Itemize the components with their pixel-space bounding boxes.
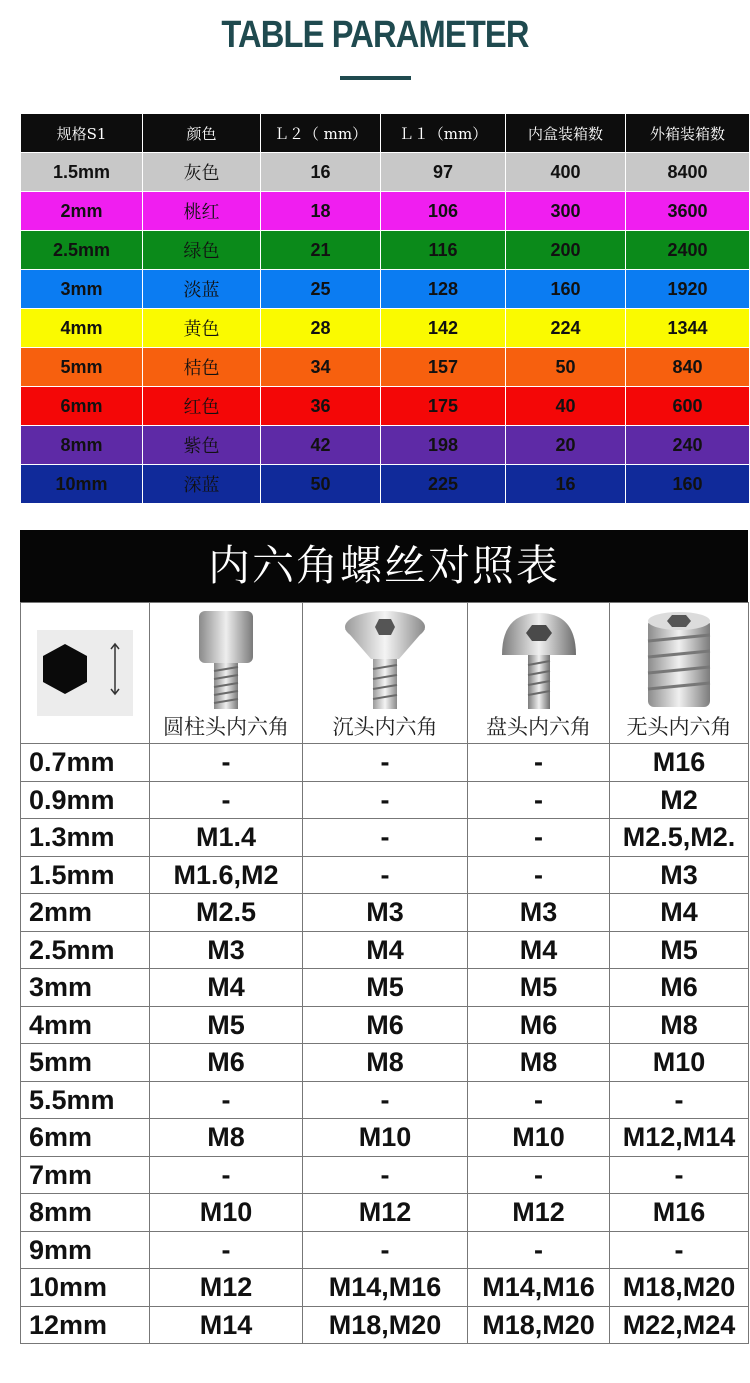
hex-key-size-cell: 6mm [21, 1119, 150, 1157]
spec-cell: 3mm [21, 270, 143, 309]
screw-size-cell: M8 [610, 1006, 749, 1044]
param-col-header: Ｌ１（mm） [381, 114, 506, 153]
screw-size-cell: M8 [468, 1044, 610, 1082]
screw-size-cell: M10 [150, 1194, 303, 1232]
outer-box-cell: 3600 [626, 192, 750, 231]
screw-size-cell: M4 [610, 894, 749, 932]
screw-size-cell: - [468, 819, 610, 857]
screw-size-cell: - [303, 781, 468, 819]
hex-key-size-cell: 10mm [21, 1269, 150, 1307]
hex-key-size-cell: 7mm [21, 1156, 150, 1194]
socket-cap-screw-cell [150, 603, 303, 744]
screw-size-cell: - [303, 856, 468, 894]
screw-size-cell: M14 [150, 1306, 303, 1344]
l2-cell: 28 [261, 309, 381, 348]
hexagon-icon [37, 630, 133, 716]
screw-size-cell: M4 [468, 931, 610, 969]
param-row [21, 387, 750, 426]
screw-size-cell: - [150, 744, 303, 782]
comparison-row [21, 1231, 749, 1269]
screw-type-row [21, 603, 749, 744]
outer-box-cell: 600 [626, 387, 750, 426]
comparison-row [21, 819, 749, 857]
comparison-row [21, 1081, 749, 1119]
type-label-socket-cap: 圆柱头内六角 [163, 715, 289, 739]
page-title: TABLE PARAMETER [221, 14, 529, 56]
param-col-header: 颜色 [143, 114, 261, 153]
param-row [21, 465, 750, 504]
param-row [21, 348, 750, 387]
color-cell: 红色 [143, 387, 261, 426]
screw-size-cell: - [610, 1231, 749, 1269]
screw-size-cell: - [303, 1156, 468, 1194]
l1-cell: 128 [381, 270, 506, 309]
parameter-header-row [21, 114, 750, 153]
l2-cell: 21 [261, 231, 381, 270]
screw-size-cell: - [150, 1231, 303, 1269]
socket-cap-screw-image [181, 607, 271, 711]
l1-cell: 175 [381, 387, 506, 426]
inner-box-cell: 224 [506, 309, 626, 348]
screw-size-cell: M14,M16 [303, 1269, 468, 1307]
outer-box-cell: 2400 [626, 231, 750, 270]
screw-size-cell: M18,M20 [468, 1306, 610, 1344]
screw-size-cell: M8 [303, 1044, 468, 1082]
comparison-row [21, 1156, 749, 1194]
screw-size-cell: - [610, 1156, 749, 1194]
hex-key-size-cell: 2mm [21, 894, 150, 932]
comparison-row [21, 1194, 749, 1232]
screw-size-cell: M1.6,M2 [150, 856, 303, 894]
hex-key-size-cell: 3mm [21, 969, 150, 1007]
screw-size-cell: - [303, 1081, 468, 1119]
set-screw-cell [610, 603, 749, 744]
screw-size-cell: M3 [150, 931, 303, 969]
color-cell: 黄色 [143, 309, 261, 348]
l2-cell: 18 [261, 192, 381, 231]
hex-key-size-cell: 12mm [21, 1306, 150, 1344]
set-screw-image [634, 607, 724, 711]
parameter-table [20, 113, 750, 504]
screw-size-cell: - [150, 1156, 303, 1194]
screw-size-cell: M4 [150, 969, 303, 1007]
screw-size-cell: M16 [610, 1194, 749, 1232]
screw-size-cell: - [150, 1081, 303, 1119]
outer-box-cell: 160 [626, 465, 750, 504]
l1-cell: 106 [381, 192, 506, 231]
screw-size-cell: - [468, 1156, 610, 1194]
screw-size-cell: M10 [303, 1119, 468, 1157]
screw-size-cell: M6 [610, 969, 749, 1007]
outer-box-cell: 840 [626, 348, 750, 387]
param-row [21, 231, 750, 270]
comparison-row [21, 1119, 749, 1157]
l2-cell: 25 [261, 270, 381, 309]
comparison-row [21, 744, 749, 782]
screw-size-cell: M18,M20 [303, 1306, 468, 1344]
comparison-row [21, 1044, 749, 1082]
hex-key-size-cell: 1.5mm [21, 856, 150, 894]
screw-size-cell: M2.5,M2. [610, 819, 749, 857]
spec-cell: 1.5mm [21, 153, 143, 192]
inner-box-cell: 400 [506, 153, 626, 192]
inner-box-cell: 160 [506, 270, 626, 309]
inner-box-cell: 40 [506, 387, 626, 426]
screw-size-cell: M12 [468, 1194, 610, 1232]
hex-key-size-cell: 5mm [21, 1044, 150, 1082]
screw-size-cell: M5 [468, 969, 610, 1007]
spec-cell: 2mm [21, 192, 143, 231]
l2-cell: 36 [261, 387, 381, 426]
param-row [21, 153, 750, 192]
l1-cell: 116 [381, 231, 506, 270]
outer-box-cell: 8400 [626, 153, 750, 192]
param-col-header: Ｌ２（ mm） [261, 114, 381, 153]
screw-size-cell: M16 [610, 744, 749, 782]
color-cell: 绿色 [143, 231, 261, 270]
param-col-header: 外箱装箱数 [626, 114, 750, 153]
screw-size-cell: M3 [610, 856, 749, 894]
hex-key-size-cell: 0.7mm [21, 744, 150, 782]
screw-size-cell: M5 [610, 931, 749, 969]
color-cell: 紫色 [143, 426, 261, 465]
spec-cell: 4mm [21, 309, 143, 348]
l1-cell: 142 [381, 309, 506, 348]
l1-cell: 97 [381, 153, 506, 192]
screw-size-cell: M4 [303, 931, 468, 969]
inner-box-cell: 16 [506, 465, 626, 504]
screw-size-cell: M12 [150, 1269, 303, 1307]
comparison-row [21, 969, 749, 1007]
param-col-header: 规格S1 [21, 114, 143, 153]
comparison-row [21, 1306, 749, 1344]
screw-size-cell: M22,M24 [610, 1306, 749, 1344]
type-label-set-screw: 无头内六角 [626, 715, 732, 739]
screw-size-cell: M14,M16 [468, 1269, 610, 1307]
comparison-row [21, 1269, 749, 1307]
color-cell: 桃红 [143, 192, 261, 231]
comparison-table [20, 602, 749, 1344]
l1-cell: 198 [381, 426, 506, 465]
screw-size-cell: M10 [468, 1119, 610, 1157]
l2-cell: 42 [261, 426, 381, 465]
outer-box-cell: 1344 [626, 309, 750, 348]
color-cell: 桔色 [143, 348, 261, 387]
screw-size-cell: M3 [468, 894, 610, 932]
screw-size-cell: M12,M14 [610, 1119, 749, 1157]
countersunk-screw-image [335, 607, 435, 711]
outer-box-cell: 240 [626, 426, 750, 465]
type-label-countersunk: 沉头内六角 [332, 715, 438, 739]
screw-size-cell: M6 [468, 1006, 610, 1044]
screw-size-cell: - [468, 744, 610, 782]
comparison-row [21, 931, 749, 969]
screw-size-cell: M5 [303, 969, 468, 1007]
hex-key-size-cell: 1.3mm [21, 819, 150, 857]
screw-size-cell: M2 [610, 781, 749, 819]
param-row [21, 270, 750, 309]
comparison-row [21, 856, 749, 894]
spec-cell: 8mm [21, 426, 143, 465]
spec-cell: 5mm [21, 348, 143, 387]
l2-cell: 34 [261, 348, 381, 387]
screw-size-cell: M6 [303, 1006, 468, 1044]
l2-cell: 16 [261, 153, 381, 192]
screw-size-cell: M5 [150, 1006, 303, 1044]
hex-key-size-cell: 8mm [21, 1194, 150, 1232]
screw-size-cell: M6 [150, 1044, 303, 1082]
screw-size-cell: M3 [303, 894, 468, 932]
l1-cell: 157 [381, 348, 506, 387]
screw-size-cell: - [150, 781, 303, 819]
hex-key-size-cell: 9mm [21, 1231, 150, 1269]
screw-size-cell: M8 [150, 1119, 303, 1157]
comparison-title: 内六角螺丝对照表 [20, 530, 748, 602]
inner-box-cell: 20 [506, 426, 626, 465]
hex-key-illustration [21, 603, 150, 744]
screw-size-cell: - [468, 1231, 610, 1269]
color-cell: 深蓝 [143, 465, 261, 504]
screw-size-cell: - [468, 781, 610, 819]
hex-key-size-cell: 0.9mm [21, 781, 150, 819]
screw-size-cell: M10 [610, 1044, 749, 1082]
color-cell: 淡蓝 [143, 270, 261, 309]
screw-size-cell: - [468, 856, 610, 894]
hex-key-size-cell: 5.5mm [21, 1081, 150, 1119]
inner-box-cell: 300 [506, 192, 626, 231]
hex-key-size-cell: 4mm [21, 1006, 150, 1044]
hex-screw-comparison-chart [20, 530, 748, 1344]
type-label-button-head: 盘头内六角 [486, 715, 591, 739]
color-cell: 灰色 [143, 153, 261, 192]
screw-size-cell: - [303, 819, 468, 857]
param-row [21, 309, 750, 348]
title-underline [340, 76, 411, 80]
spec-cell: 2.5mm [21, 231, 143, 270]
param-row [21, 192, 750, 231]
screw-size-cell: M2.5 [150, 894, 303, 932]
param-row [21, 426, 750, 465]
screw-size-cell: - [468, 1081, 610, 1119]
hex-key-size-cell: 2.5mm [21, 931, 150, 969]
param-col-header: 内盒装箱数 [506, 114, 626, 153]
comparison-row [21, 781, 749, 819]
screw-size-cell: - [303, 1231, 468, 1269]
spec-cell: 10mm [21, 465, 143, 504]
button-head-screw-cell [468, 603, 610, 744]
countersunk-screw-cell [303, 603, 468, 744]
inner-box-cell: 50 [506, 348, 626, 387]
spec-cell: 6mm [21, 387, 143, 426]
screw-size-cell: M18,M20 [610, 1269, 749, 1307]
button-head-screw-image [494, 607, 584, 711]
screw-size-cell: - [610, 1081, 749, 1119]
l1-cell: 225 [381, 465, 506, 504]
screw-size-cell: - [303, 744, 468, 782]
outer-box-cell: 1920 [626, 270, 750, 309]
comparison-row [21, 1006, 749, 1044]
inner-box-cell: 200 [506, 231, 626, 270]
screw-size-cell: M1.4 [150, 819, 303, 857]
comparison-row [21, 894, 749, 932]
l2-cell: 50 [261, 465, 381, 504]
screw-size-cell: M12 [303, 1194, 468, 1232]
